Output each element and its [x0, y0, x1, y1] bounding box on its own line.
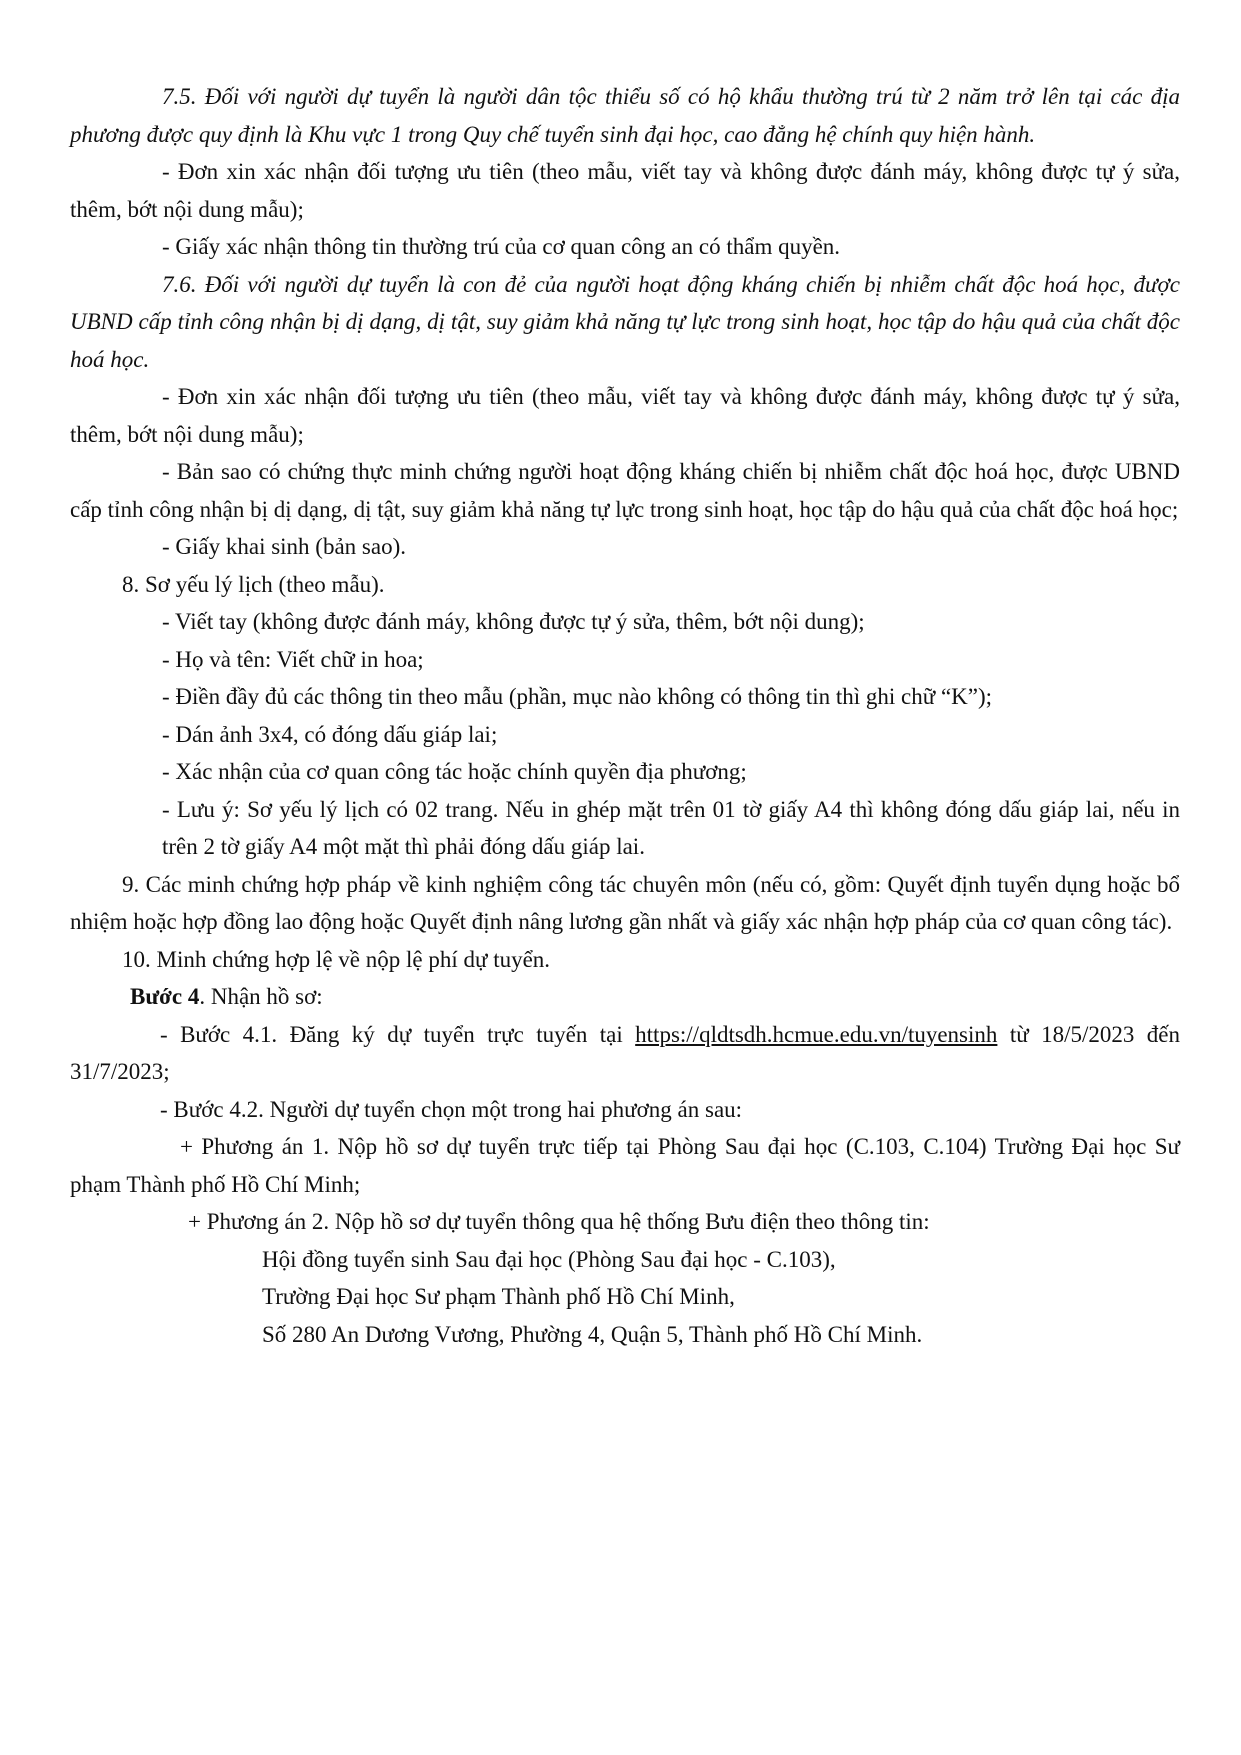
- section-8-item: - Xác nhận của cơ quan công tác hoặc chính quyền địa phương;: [162, 759, 747, 784]
- address-line: Hội đồng tuyển sinh Sau đại học (Phòng Sau đại học - C.103),: [262, 1246, 836, 1272]
- step-4-title: . Nhận hồ sơ:: [199, 984, 323, 1009]
- address-line: Trường Đại học Sư phạm Thành phố Hồ Chí Minh,: [262, 1284, 735, 1309]
- option-1: + Phương án 1. Nộp hồ sơ dự tuyển trực tiếp tại Phòng Sau đại học (C.103, C.104) Trường Đại học Sư phạm Thành phố Hồ Chí Minh;: [70, 1134, 1180, 1197]
- address-line: Số 280 An Dương Vương, Phường 4, Quận 5, Thành phố Hồ Chí Minh.: [262, 1321, 923, 1347]
- step-4-1-text: - Bước 4.1. Đăng ký dự tuyển trực tuyến tại: [160, 1021, 636, 1047]
- section-8-item: - Điền đầy đủ các thông tin theo mẫu (phần, mục nào không có thông tin thì ghi chữ “K”);: [162, 684, 993, 709]
- section-7-6-heading: 7.6. Đối với người dự tuyển là con đẻ của người hoạt động kháng chiến bị nhiễm chất độc hoá học, được UBND cấp tỉnh công nhận bị dị dạng, dị tật, suy giảm khả năng tự lực trong sinh hoạt, học tập do hậu quả của chất độc hoá học.: [70, 271, 1180, 372]
- step-4-1-dates: từ 18/5/2023 đến 31/7/2023;: [70, 1021, 1180, 1084]
- section-8-item: - Lưu ý: Sơ yếu lý lịch có 02 trang. Nếu in ghép mặt trên 01 tờ giấy A4 thì không đóng dấu giáp lai, nếu in trên 2 tờ giấy A4 một mặt thì phải đóng dấu giáp lai.: [162, 796, 1180, 859]
- section-7-5-item: - Đơn xin xác nhận đối tượng ưu tiên (theo mẫu, viết tay và không được đánh máy, không được tự ý sửa, thêm, bớt nội dung mẫu);: [70, 159, 1180, 222]
- step-4-label: Bước 4: [130, 984, 200, 1009]
- section-7-5-heading: 7.5. Đối với người dự tuyển là người dân tộc thiểu số có hộ khẩu thường trú từ 2 năm trở lên tại các địa phương được quy định là Khu vực 1 trong Quy chế tuyển sinh đại học, cao đẳng hệ chính quy hiện hành.: [70, 84, 1180, 147]
- step-4-heading: [70, 978, 1180, 1016]
- section-8-item: - Viết tay (không được đánh máy, không được tự ý sửa, thêm, bớt nội dung);: [162, 609, 865, 634]
- section-8-heading: 8. Sơ yếu lý lịch (theo mẫu).: [122, 571, 385, 597]
- section-8-item: - Họ và tên: Viết chữ in hoa;: [162, 646, 424, 672]
- section-9-paragraph: 9. Các minh chứng hợp pháp về kinh nghiệm công tác chuyên môn (nếu có, gồm: Quyết định tuyển dụng hoặc bổ nhiệm hoặc hợp đồng lao động hoặc Quyết định nâng lương gần nhất và giấy xác nhận hợp pháp của cơ quan công tác).: [70, 871, 1180, 934]
- section-7-6-item: - Đơn xin xác nhận đối tượng ưu tiên (theo mẫu, viết tay và không được đánh máy, không được tự ý sửa, thêm, bớt nội dung mẫu);: [70, 384, 1180, 447]
- section-7-6-item: - Bản sao có chứng thực minh chứng người hoạt động kháng chiến bị nhiễm chất độc hoá học, được UBND cấp tỉnh công nhận bị dị dạng, dị tật, suy giảm khả năng tự lực trong sinh hoạt, học tập do hậu quả của chất độc hoá học;: [70, 459, 1180, 522]
- section-7-6-item: - Giấy khai sinh (bản sao).: [162, 534, 406, 559]
- section-7-5-item: - Giấy xác nhận thông tin thường trú của cơ quan công an có thẩm quyền.: [162, 234, 841, 259]
- step-4-1: [70, 1016, 1180, 1091]
- step-4-2: - Bước 4.2. Người dự tuyển chọn một trong hai phương án sau:: [160, 1096, 743, 1122]
- option-2: + Phương án 2. Nộp hồ sơ dự tuyển thông qua hệ thống Bưu điện theo thông tin:: [188, 1209, 930, 1234]
- registration-link[interactable]: https://qldtsdh.hcmue.edu.vn/tuyensinh: [635, 1021, 998, 1047]
- section-8-item: - Dán ảnh 3x4, có đóng dấu giáp lai;: [162, 721, 498, 747]
- document-page: [70, 78, 1180, 1353]
- section-10-paragraph: 10. Minh chứng hợp lệ về nộp lệ phí dự tuyển.: [122, 946, 551, 972]
